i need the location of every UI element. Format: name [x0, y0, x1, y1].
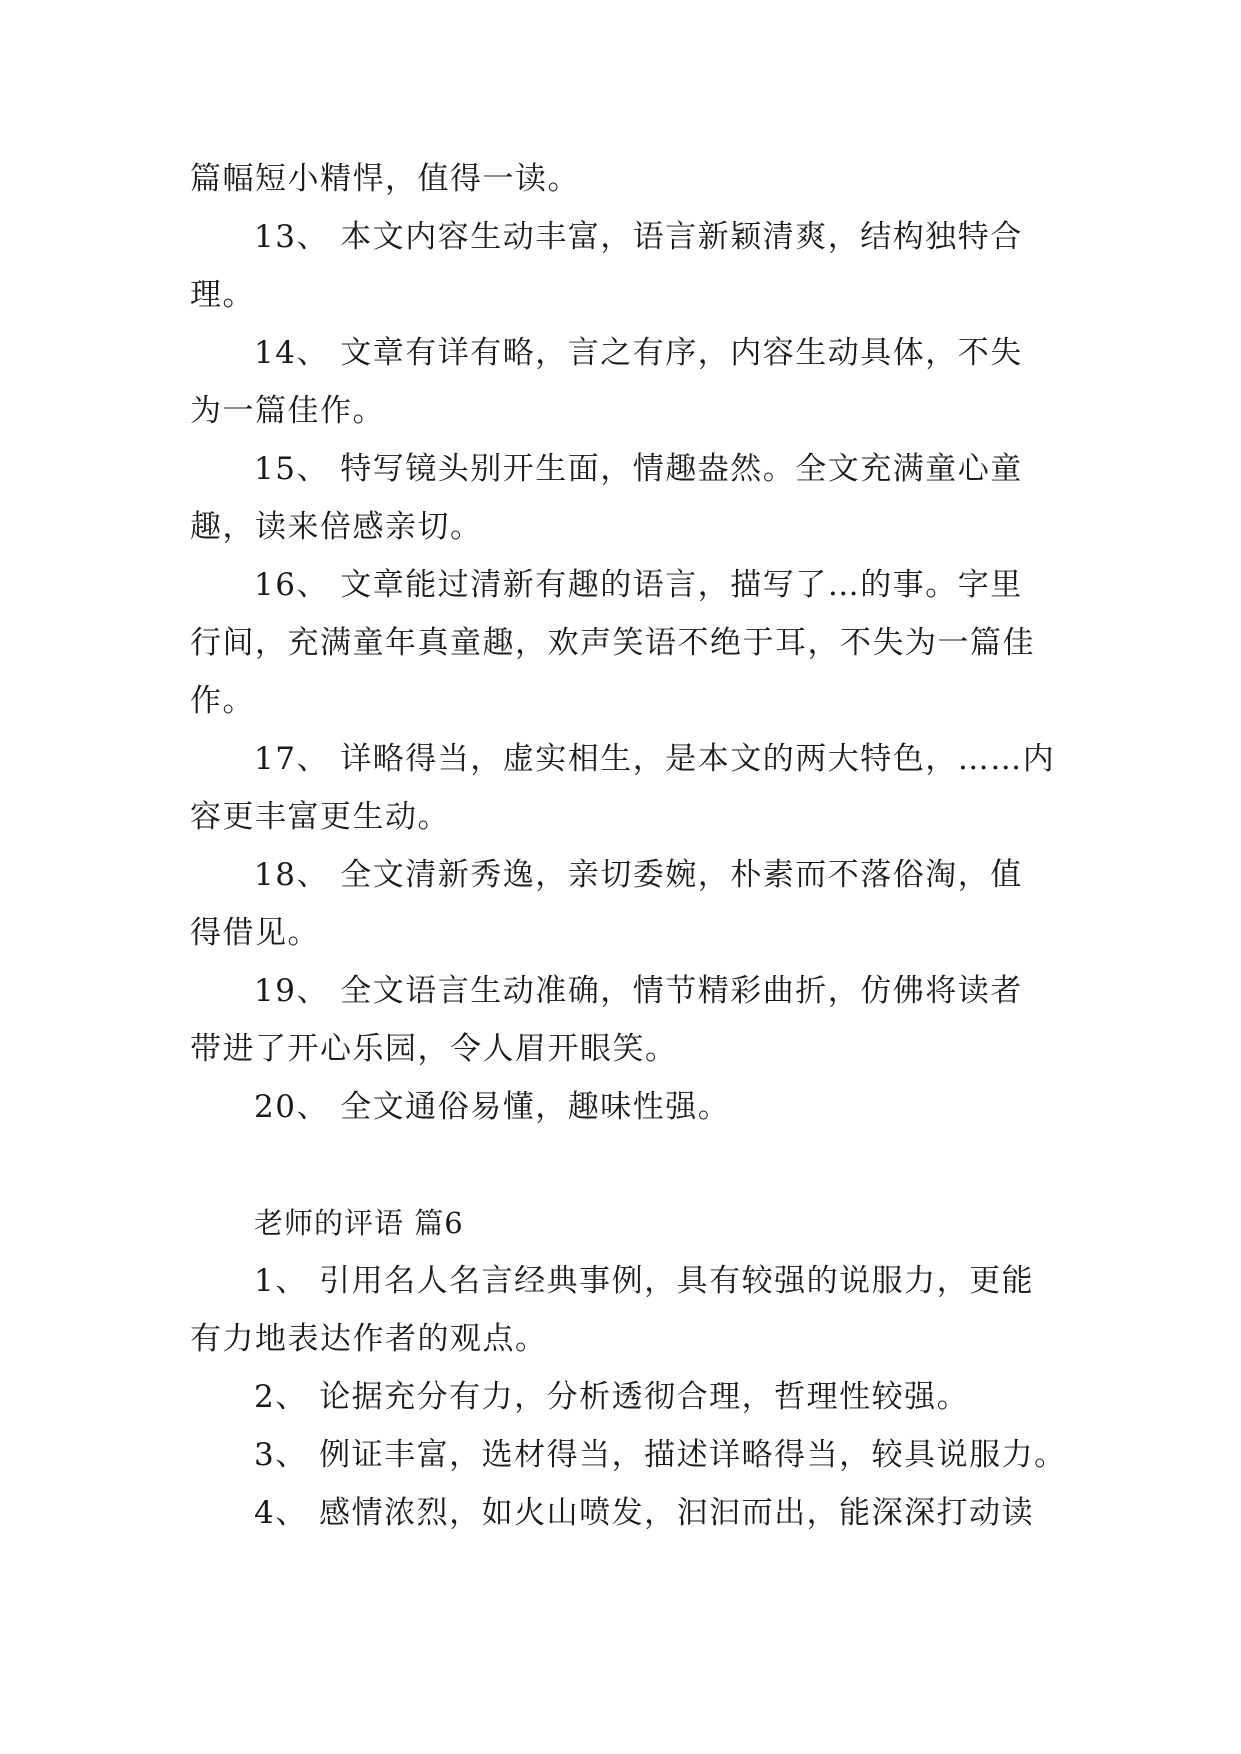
section-title: 老师的评语 篇6 — [254, 1206, 464, 1240]
text-line: 容更丰富更生动。 — [190, 799, 450, 835]
text-line: 趣，读来倍感亲切。 — [190, 509, 483, 545]
text-line: 行间，充满童年真童趣，欢声笑语不绝于耳，不失为一篇佳 — [190, 625, 1035, 661]
list-item-17: 17、 详略得当，虚实相生，是本文的两大特色，……内 — [254, 741, 1056, 777]
list-item-20: 20、 全文通俗易懂，趣味性强。 — [254, 1089, 731, 1125]
list-item-13: 13、 本文内容生动丰富，语言新颖清爽，结构独特合 — [254, 219, 1023, 255]
list-item-16: 16、 文章能过清新有趣的语言，描写了…的事。字里 — [254, 567, 1023, 603]
text-line: 篇幅短小精悍，值得一读。 — [190, 161, 580, 197]
list-item-18: 18、 全文清新秀逸，亲切委婉，朴素而不落俗淘，值 — [254, 857, 1023, 893]
text-line: 为一篇佳作。 — [190, 393, 385, 429]
text-line: 得借见。 — [190, 915, 320, 951]
list-item-3: 3、 例证丰富，选材得当，描述详略得当，较具说服力。 — [254, 1437, 1067, 1473]
text-line: 理。 — [190, 277, 255, 313]
text-line: 有力地表达作者的观点。 — [190, 1321, 548, 1357]
text-line: 带进了开心乐园，令人眉开眼笑。 — [190, 1031, 678, 1067]
list-item-2: 2、 论据充分有力，分析透彻合理，哲理性较强。 — [254, 1379, 970, 1415]
list-item-15: 15、 特写镜头别开生面，情趣盎然。全文充满童心童 — [254, 451, 1023, 487]
document-page — [190, 150, 1067, 1542]
list-item-14: 14、 文章有详有略，言之有序，内容生动具体，不失 — [254, 335, 1023, 371]
section-spacer — [190, 1136, 1052, 1194]
text-line: 作。 — [190, 683, 255, 719]
list-item-1: 1、 引用名人名言经典事例，具有较强的说服力，更能 — [254, 1263, 1035, 1299]
list-item-4: 4、 感情浓烈，如火山喷发，汩汩而出，能深深打动读 — [254, 1495, 1035, 1531]
list-item-19: 19、 全文语言生动准确，情节精彩曲折，仿佛将读者 — [254, 973, 1023, 1009]
